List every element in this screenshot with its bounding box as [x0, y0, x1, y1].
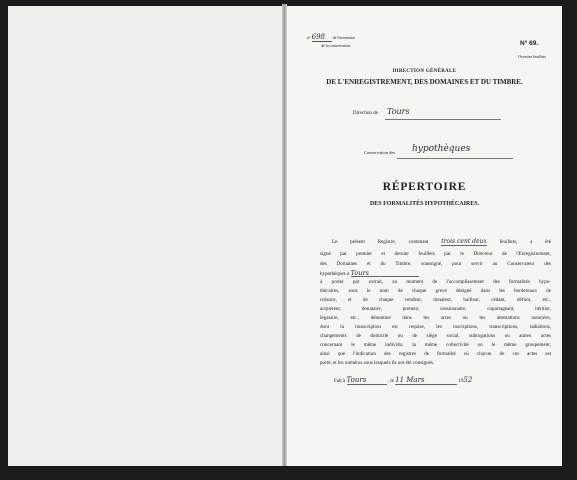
closing-date: 11 Mars [395, 376, 457, 385]
direction-underline [385, 119, 501, 120]
direction-value: Tours [387, 107, 410, 116]
left-page-blank [8, 6, 282, 466]
closing-year: 52 [463, 376, 473, 384]
form-number: N° 69. [520, 40, 539, 47]
closing-year-prefix: 19 [458, 379, 464, 384]
admin-heading-2: DE L'ENREGISTREMENT, DES DOMAINES ET DU TIMBRE. [326, 78, 523, 86]
admin-heading-1: DIRECTION GÉNÉRALE [392, 69, 457, 74]
inventory-number: 698 [312, 33, 332, 42]
closing-le: , le [387, 379, 394, 384]
direction-label: Direction de [353, 111, 378, 116]
body-line-2: signé par premier et dernier feuillets par le Directeur de l'Enregistrement, [320, 251, 551, 257]
inventory-stamp [307, 33, 355, 42]
body-line-11: changements de domicile ou de siège social, subrogations ou autres actes [320, 333, 551, 339]
right-page-register [287, 6, 562, 466]
body-line-5: à porter par extrait, au moment de l'accomplissement des formalités hypo- [320, 279, 551, 285]
conservation-underline [397, 158, 513, 159]
body-line-12: concernant le même individu, la même collectivité ou le même groupement, [320, 342, 551, 348]
body-line-14: porté, et les numéros sous lesquels ils ont été consignés. [320, 360, 435, 366]
body-line-3: des Domaines et du Timbre, soussigné, pour servir au Conservateur des [320, 261, 551, 267]
register-title: RÉPERTOIRE [382, 181, 467, 193]
register-body [320, 238, 551, 366]
body-line-4: hypothèques à Tours [320, 270, 551, 277]
conservation-stamp: de la conservation. [321, 43, 352, 48]
closing-prefix: Fait à [334, 379, 346, 384]
conservation-label: Conservation des [364, 150, 396, 155]
body-line-13: ainsi que l'indication des registres de formalité où chacun de ces actes est [320, 351, 551, 357]
body-line-6: thécaires, sous le nom de chaque grevé désigné dans les bordereaux de [320, 288, 551, 294]
body-line-10: dont la transcription est requise, les inscriptions, transcriptions, radiations, [320, 324, 551, 330]
body-line-9: légataire, etc., dénommé dans les actes ou les attestations notariées, [320, 315, 551, 321]
conservation-value: hypothèques [412, 144, 471, 154]
inventory-prefix: n° [307, 35, 311, 40]
form-format: Oversize feuillets [518, 54, 547, 59]
body-line-8: acquéreur, donataire, preneur, cessionnaire, copartageant, héritier, [320, 306, 551, 312]
register-subtitle: DES FORMALITÉS HYPOTHÉCAIRES. [369, 201, 480, 207]
closing-place: Tours [347, 376, 387, 385]
body-line-7: créance, et de chaque vendeur, donateur, bailleur, cédant, défunt, etc., [320, 297, 551, 303]
inventory-suffix: de l'inventaire [332, 35, 356, 40]
closing-line [334, 376, 472, 385]
body-line-1: Le présent Registre, contenant trois cent deux feuillets, a été [332, 238, 551, 245]
